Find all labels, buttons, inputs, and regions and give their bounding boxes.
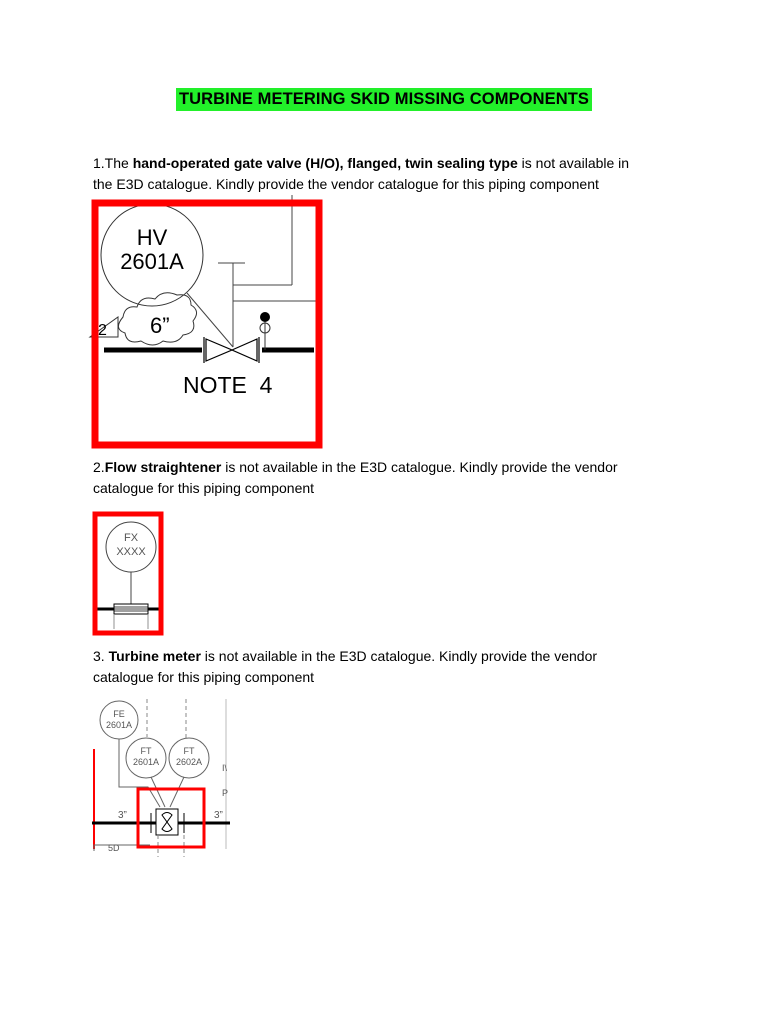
title-wrap [0,88,768,111]
ft2-line-2: 2602A [175,757,203,767]
size-left: 3” [118,810,127,821]
item-1-number: 1.The [93,155,133,171]
item-3-component: Turbine meter [108,648,201,664]
tag-line-2: 2601A [120,249,184,274]
item-1-line-1 [93,153,693,174]
fx-line-2: XXXX [116,546,146,558]
item-3-rest-1: is not available in the E3D catalogue. Kindly provide the vendor [200,648,598,664]
gate-valve-diagram [90,195,330,450]
cut-label-1: I\ [222,763,228,773]
highlight-box [95,203,319,445]
hand-operator-knob [260,312,270,322]
item-1-text [93,153,693,195]
ft1-signal-line [151,777,165,807]
item-3-number: 3. [93,648,109,664]
ft1-line-1: FT [140,746,152,756]
cut-label-2: P [222,788,229,798]
item-3-line-1 [93,646,693,667]
item-1-rest-1: is not available in [517,155,630,171]
gate-valve-body [206,339,257,361]
item-2-line-2: catalogue for this piping component [93,480,315,496]
item-1-line-2: the E3D catalogue. Kindly provide the vendor catalogue for this piping component [93,176,599,192]
ft2-signal-line [170,777,184,807]
ft2-line-1: FT [183,746,195,756]
ft1-line-2: 2601A [132,757,160,767]
item-2-component: Flow straightener [104,459,222,475]
item-2-text [93,457,693,499]
length-label: 5D [108,843,120,853]
item-2-number: 2. [93,459,105,475]
turbine-meter-diagram [90,699,232,859]
size-label: 6” [150,313,170,338]
tag-line-1: HV [136,225,168,250]
note-label: NOTE 4 [183,372,273,398]
item-3-line-2: catalogue for this piping component [93,669,315,685]
item-3-text [93,646,693,688]
flow-straightener-diagram [92,511,166,637]
fe-line-1: FE [113,709,125,719]
item-2-line-1 [93,457,693,478]
fx-line-1: FX [123,532,139,544]
fe-line-2: 2601A [105,720,133,730]
revision-marker: 2 [98,322,107,339]
item-2-rest-1: is not available in the E3D catalogue. Kindly provide the vendor [221,459,618,475]
document-title: TURBINE METERING SKID MISSING COMPONENTS [176,88,592,111]
size-right: 3” [214,810,223,821]
item-1-component: hand-operated gate valve (H/O), flanged, twin sealing type [132,155,518,171]
